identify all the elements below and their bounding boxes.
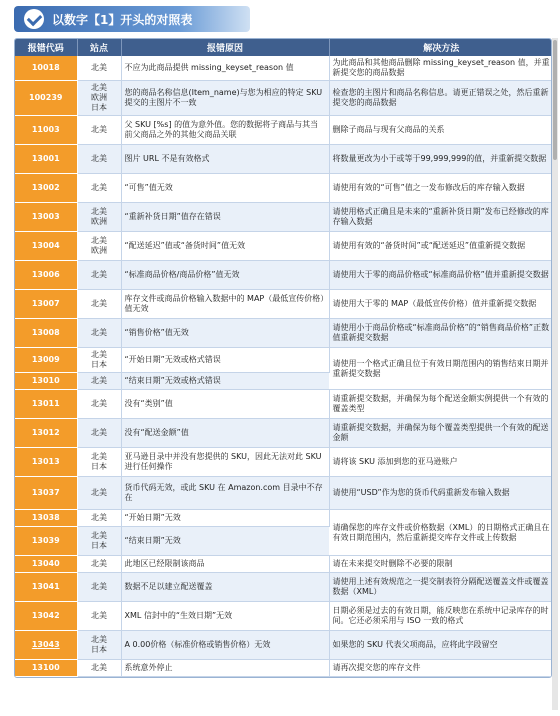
error-code-table — [14, 38, 552, 678]
site-cell: 北美 日本 — [77, 631, 121, 660]
table-row — [15, 631, 552, 660]
error-code-cell — [15, 573, 77, 602]
table-header-row — [15, 39, 552, 56]
error-code: 10018 — [31, 63, 60, 72]
error-code-cell — [15, 527, 77, 556]
error-code: 13009 — [31, 355, 60, 364]
solution-cell: 日期必须是过去的有效日期，能反映您在系统中记录库存的时间。它还必须采用与 ISO 一致的格式 — [329, 602, 552, 631]
reason-cell: “开始日期”无效或格式错误 — [121, 348, 329, 373]
reason-cell: 不应为此商品提供 missing_keyset_reason 值 — [121, 56, 329, 81]
solution-cell: 如果您的 SKU 代表父项商品，应将此字段留空 — [329, 631, 552, 660]
error-code: 13040 — [31, 559, 60, 568]
table-row — [15, 203, 552, 232]
error-code-cell — [15, 419, 77, 448]
reason-cell: 亚马逊目录中并没有您提供的 SKU，因此无法对此 SKU 进行任何操作 — [121, 448, 329, 477]
site-cell: 北美 — [77, 602, 121, 631]
error-code: 13042 — [31, 611, 60, 620]
solution-cell: 为此商品和其他商品删除 missing_keyset_reason 值，并重新提交您的商品数据 — [329, 56, 552, 81]
error-code: 13043 — [31, 640, 60, 649]
table-row — [15, 556, 552, 573]
vertical-scrollbar[interactable] — [552, 38, 558, 710]
error-code-cell — [15, 602, 77, 631]
site-cell: 北美 — [77, 116, 121, 145]
header-site: 站点 — [77, 39, 121, 56]
site-cell: 北美 欧洲 — [77, 232, 121, 261]
table-row — [15, 116, 552, 145]
solution-cell: 检查您的主图片和商品名称信息。请更正错误之处，然后重新提交您的商品数据 — [329, 81, 552, 116]
solution-cell: 请在未来提交时删除不必要的限制 — [329, 556, 552, 573]
table-row — [15, 573, 552, 602]
error-code-cell — [15, 174, 77, 203]
site-cell: 北美 日本 — [77, 448, 121, 477]
site-cell: 北美 — [77, 390, 121, 419]
title-banner — [14, 6, 250, 32]
reason-cell: “可售”值无效 — [121, 174, 329, 203]
site-cell: 北美 — [77, 373, 121, 390]
error-code: 13038 — [31, 513, 60, 522]
solution-cell: 请确保您的库存文件或价格数据（XML）的日期格式正确且在有效日期范围内，然后重新提交库存文件或上传数据 — [329, 510, 552, 556]
reason-cell: 图片 URL 不是有效格式 — [121, 145, 329, 174]
site-cell: 北美 日本 — [77, 527, 121, 556]
table-row — [15, 319, 552, 348]
reason-cell: 系统意外停止 — [121, 660, 329, 677]
reason-cell: “销售价格”值无效 — [121, 319, 329, 348]
reason-cell: “开始日期”无效 — [121, 510, 329, 527]
error-code-cell — [15, 145, 77, 174]
error-code-cell — [15, 116, 77, 145]
error-code: 100239 — [29, 93, 63, 102]
table-row — [15, 290, 552, 319]
reason-cell: “配送延迟”值或“备货时间”值无效 — [121, 232, 329, 261]
header-reason: 报错原因 — [121, 39, 329, 56]
reason-cell: A 0.00价格（标准价格或销售价格）无效 — [121, 631, 329, 660]
header-error-code: 报错代码 — [15, 39, 77, 56]
error-code: 11003 — [31, 125, 60, 134]
site-cell: 北美 — [77, 174, 121, 203]
error-code: 13008 — [31, 328, 60, 337]
error-code-cell — [15, 660, 77, 677]
error-code-cell — [15, 477, 77, 510]
site-cell: 北美 — [77, 261, 121, 290]
error-code: 13011 — [31, 399, 60, 408]
site-cell: 北美 欧洲 — [77, 203, 121, 232]
error-code: 13037 — [31, 488, 60, 497]
error-code: 13041 — [31, 582, 60, 591]
error-code-cell — [15, 232, 77, 261]
solution-cell: 请使用有效的“备货时间”或“配送延迟”值重新提交数据 — [329, 232, 552, 261]
table-row — [15, 390, 552, 419]
reason-cell: 没有“类别”值 — [121, 390, 329, 419]
error-code-cell — [15, 510, 77, 527]
solution-cell: 删除子商品与现有父商品的关系 — [329, 116, 552, 145]
error-code-cell — [15, 319, 77, 348]
error-code-cell — [15, 203, 77, 232]
solution-cell: 请使用上述有效规范之一提交制表符分隔配送覆盖文件或覆盖数据（XML） — [329, 573, 552, 602]
table-row — [15, 232, 552, 261]
reason-cell: 此地区已经限制该商品 — [121, 556, 329, 573]
reason-cell: XML 信封中的“生效日期”无效 — [121, 602, 329, 631]
reason-cell: “重新补货日期”值存在错误 — [121, 203, 329, 232]
site-cell: 北美 — [77, 290, 121, 319]
solution-cell: 请再次提交您的库存文件 — [329, 660, 552, 677]
header-solution: 解决方法 — [329, 39, 552, 56]
error-code: 13004 — [31, 241, 60, 250]
solution-cell: 请使用小于商品价格或“标准商品价格”的“销售商品价格”正数值重新提交数据 — [329, 319, 552, 348]
table-row — [15, 602, 552, 631]
table-row — [15, 348, 552, 373]
table-body — [15, 56, 552, 677]
error-code: 13013 — [31, 457, 60, 466]
table-row — [15, 81, 552, 116]
solution-cell: 请重新提交数据，并确保为每个配送金额实例提供一个有效的覆盖类型 — [329, 390, 552, 419]
error-code: 13003 — [31, 212, 60, 221]
table-row — [15, 419, 552, 448]
error-code-cell — [15, 290, 77, 319]
reason-cell: 没有“配送金额”值 — [121, 419, 329, 448]
solution-cell: 请使用大于零的 MAP（最低宣传价格）值并重新提交数据 — [329, 290, 552, 319]
site-cell: 北美 — [77, 573, 121, 602]
solution-cell: 请使用一个格式正确且位于有效日期范围内的销售结束日期并重新提交数据 — [329, 348, 552, 390]
error-code-cell — [15, 373, 77, 390]
site-cell: 北美 — [77, 56, 121, 81]
error-code: 13039 — [31, 536, 60, 545]
error-code: 13012 — [31, 428, 60, 437]
page-title: 以数字【1】开头的对照表 — [52, 13, 193, 27]
error-code: 13100 — [31, 663, 60, 672]
solution-cell: 请重新提交数据，并确保为每个覆盖类型提供一个有效的配送金额 — [329, 419, 552, 448]
reason-cell: “标准商品价格/商品价格”值无效 — [121, 261, 329, 290]
table-row — [15, 510, 552, 527]
table-row — [15, 174, 552, 203]
site-cell: 北美 — [77, 510, 121, 527]
error-code-cell — [15, 261, 77, 290]
error-code-cell — [15, 348, 77, 373]
error-code-cell — [15, 56, 77, 81]
solution-cell: 请使用大于零的商品价格或“标准商品价格”值并重新提交数据 — [329, 261, 552, 290]
reason-cell: 数据不足以建立配送覆盖 — [121, 573, 329, 602]
table-row — [15, 448, 552, 477]
site-cell: 北美 — [77, 319, 121, 348]
site-cell: 北美 — [77, 419, 121, 448]
reason-cell: “结束日期”无效 — [121, 527, 329, 556]
error-code: 13006 — [31, 270, 60, 279]
reason-cell: 货币代码无效，或此 SKU 在 Amazon.com 目录中不存在 — [121, 477, 329, 510]
reason-cell: 您的商品名称信息(Item_name)与您为相应的特定 SKU 提交的主图片不一致 — [121, 81, 329, 116]
table-row — [15, 145, 552, 174]
site-cell: 北美 — [77, 145, 121, 174]
solution-cell: 将数量更改为小于或等于99,999,999的值，并重新提交数据 — [329, 145, 552, 174]
table-row — [15, 261, 552, 290]
solution-cell: 请使用“USD”作为您的货币代码重新发布输入数据 — [329, 477, 552, 510]
error-code: 13002 — [31, 183, 60, 192]
table-row — [15, 660, 552, 677]
error-code-cell — [15, 448, 77, 477]
error-code-cell — [15, 81, 77, 116]
site-cell: 北美 日本 — [77, 348, 121, 373]
error-code-cell — [15, 390, 77, 419]
reason-cell: “结束日期”无效或格式错误 — [121, 373, 329, 390]
solution-cell: 请将该 SKU 添加到您的亚马逊账户 — [329, 448, 552, 477]
reason-cell: 库存文件或商品价格输入数据中的 MAP（最低宣传价格）值无效 — [121, 290, 329, 319]
scrollbar-thumb[interactable] — [553, 40, 557, 160]
error-code-cell — [15, 556, 77, 573]
error-code: 13007 — [31, 299, 60, 308]
site-cell: 北美 欧洲 日本 — [77, 81, 121, 116]
checkmark-icon — [24, 9, 44, 29]
table-row — [15, 477, 552, 510]
site-cell: 北美 — [77, 660, 121, 677]
site-cell: 北美 — [77, 556, 121, 573]
solution-cell: 请使用有效的“可售”值之一发布修改后的库存输入数据 — [329, 174, 552, 203]
error-code-cell — [15, 631, 77, 660]
solution-cell: 请使用格式正确且是未来的“重新补货日期”发布已经修改的库存输入数据 — [329, 203, 552, 232]
error-code: 13001 — [31, 154, 60, 163]
table-row — [15, 56, 552, 81]
site-cell: 北美 — [77, 477, 121, 510]
reason-cell: 父 SKU [%s] 的值为意外值。您的数据将子商品与其当前父商品之外的其他父商品关联 — [121, 116, 329, 145]
error-code: 13010 — [31, 376, 60, 385]
